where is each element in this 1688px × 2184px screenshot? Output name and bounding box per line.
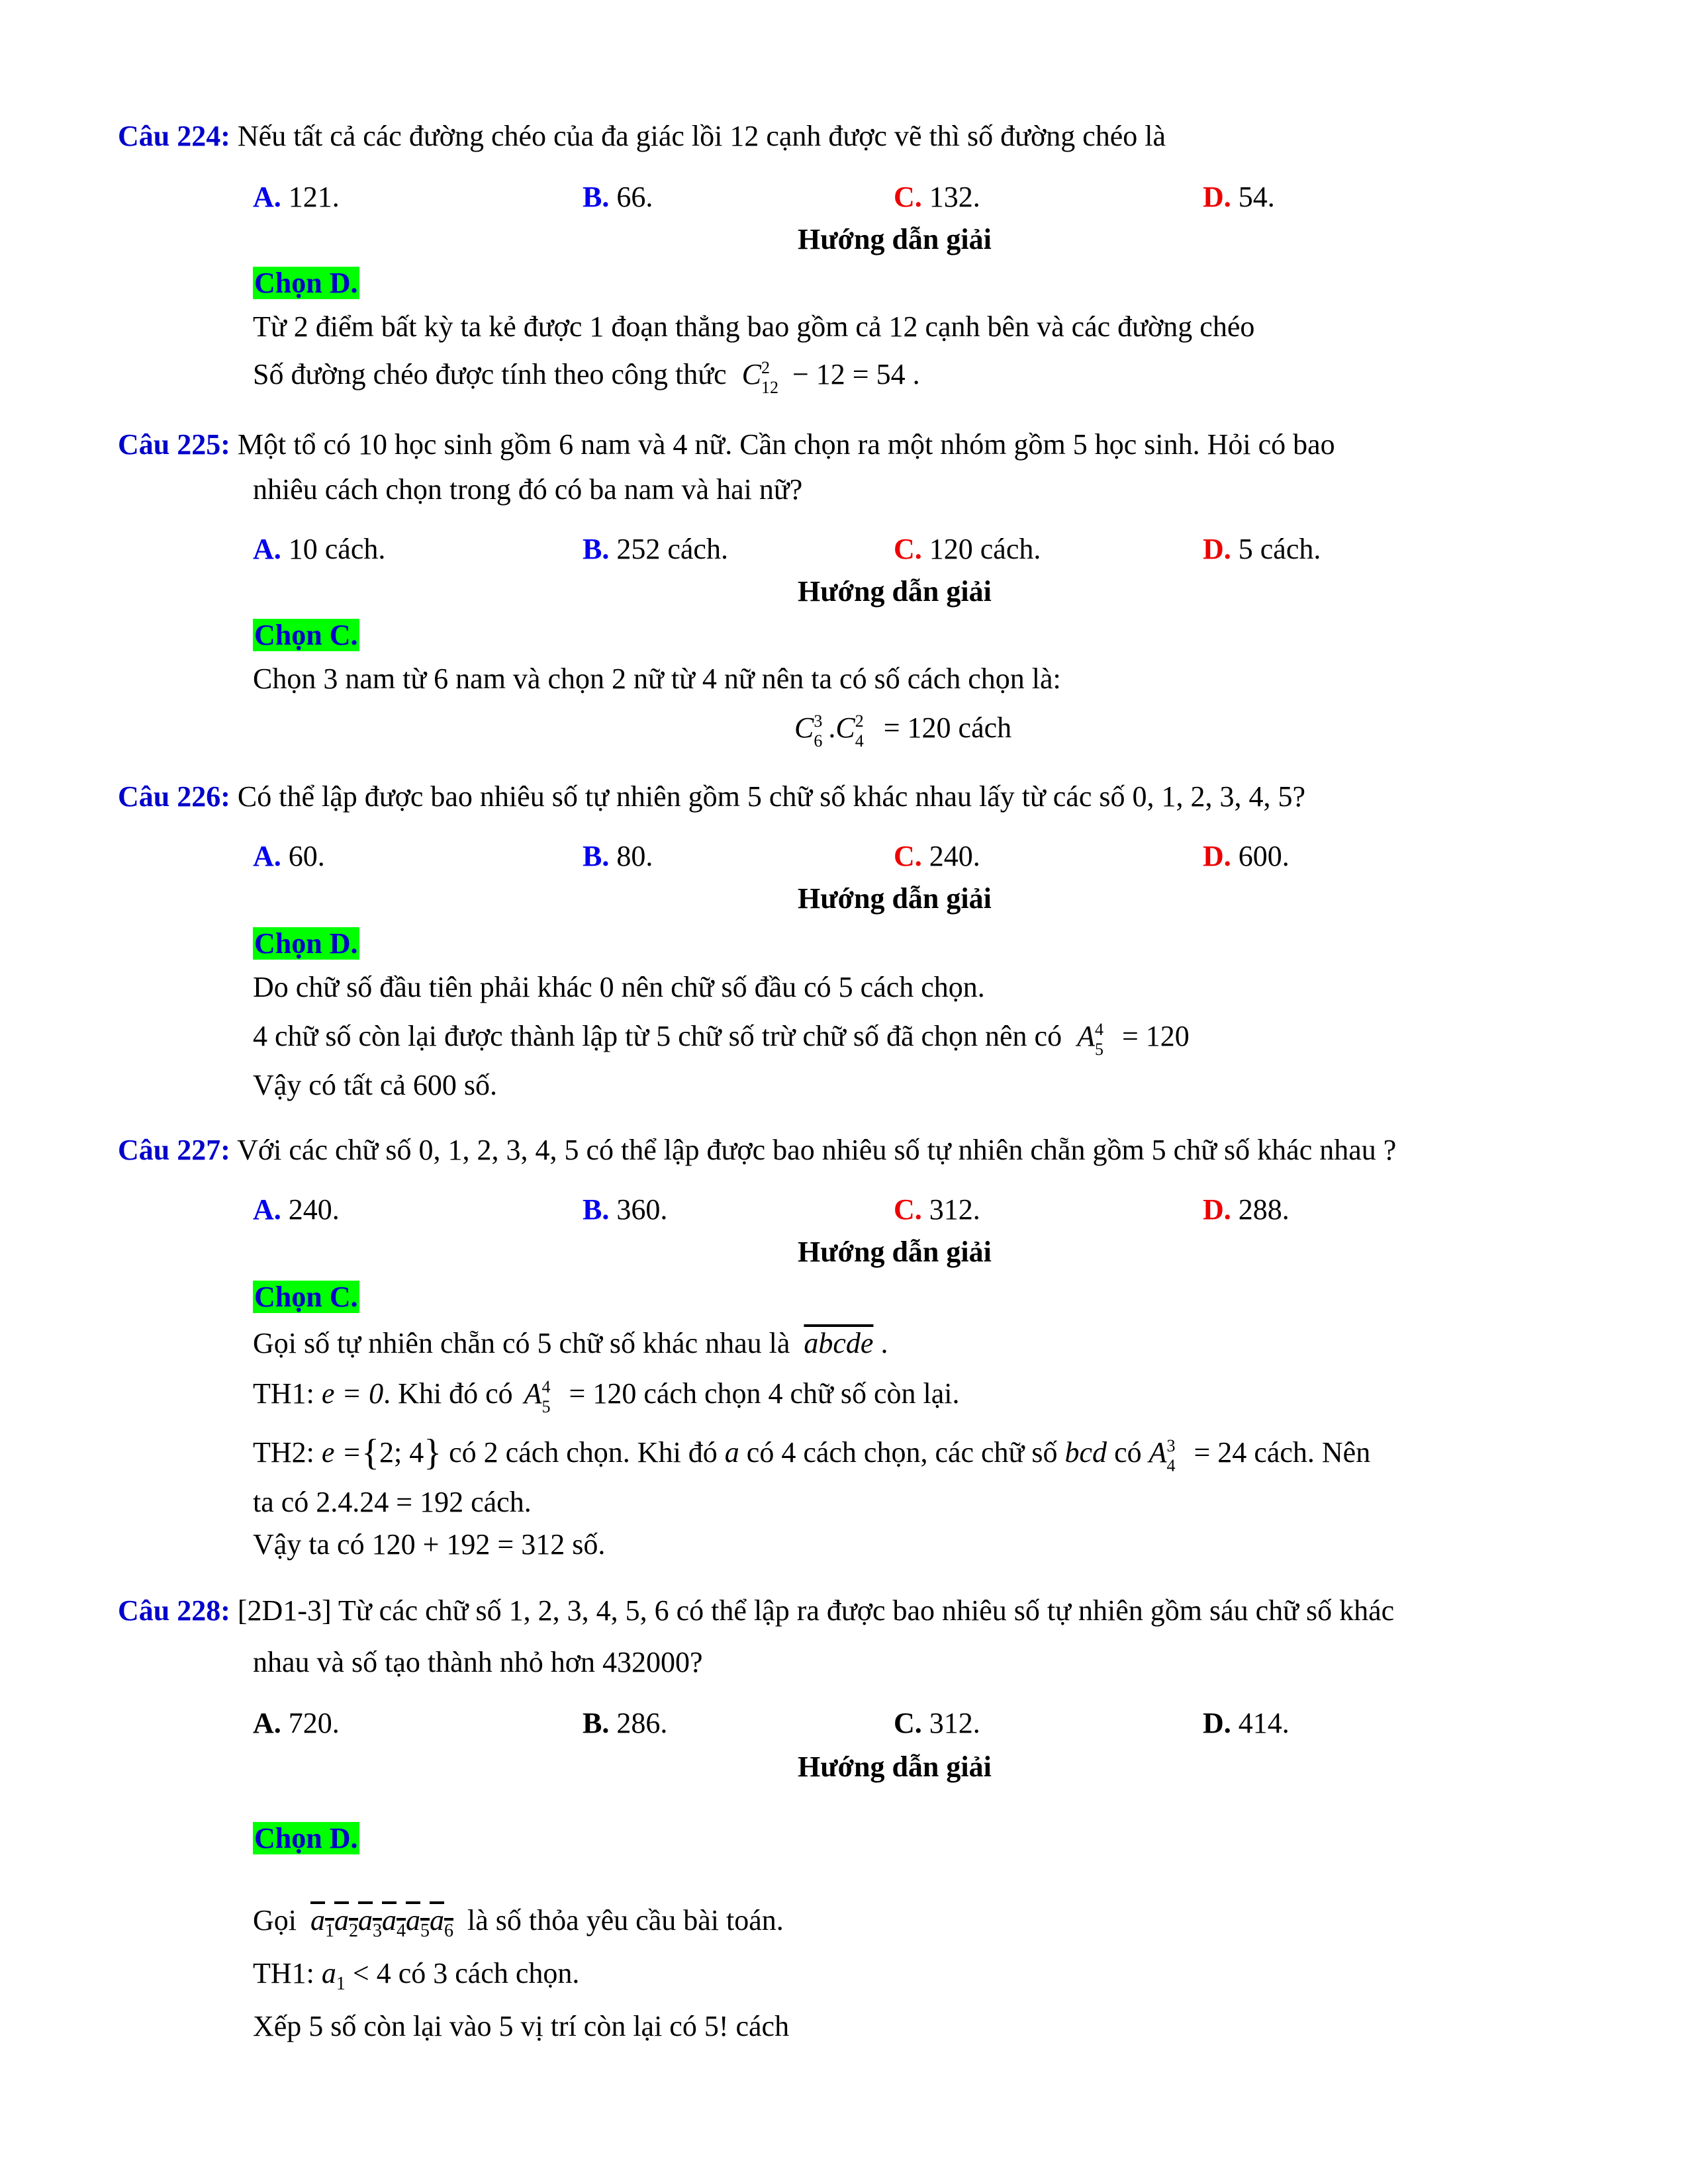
option-value: 600. xyxy=(1238,840,1289,872)
option-value: 288. xyxy=(1238,1193,1289,1226)
text: cách. xyxy=(471,1486,532,1518)
q226-option-b xyxy=(583,838,653,874)
q227-case-1 xyxy=(253,1375,960,1416)
option-value: 286. xyxy=(616,1707,668,1739)
q225-option-c xyxy=(894,531,1041,567)
option-letter: B. xyxy=(583,181,610,213)
q225-option-b xyxy=(583,531,728,567)
equation: e = 0 xyxy=(321,1377,384,1410)
set-values: 2; 4 xyxy=(379,1436,424,1469)
chosen-answer-badge: Chọn C. xyxy=(254,619,358,651)
variable-a: a xyxy=(724,1436,739,1469)
q228-label: Câu 228: xyxy=(118,1594,230,1627)
q227-option-a xyxy=(253,1191,340,1228)
option-letter: B. xyxy=(583,840,610,872)
formula-value: = 120 xyxy=(561,1377,637,1410)
q226-option-a xyxy=(253,838,325,874)
option-value: 60. xyxy=(288,840,325,872)
combination-symbol: C xyxy=(835,711,855,744)
arrangement-symbol: A xyxy=(1149,1436,1167,1469)
option-letter: D. xyxy=(1203,840,1231,872)
option-letter: B. xyxy=(583,1707,610,1739)
option-value: 312. xyxy=(929,1707,980,1739)
text: Số đường chéo được tính theo công thức xyxy=(253,358,727,390)
punctuation: . xyxy=(880,1327,888,1359)
option-letter: A. xyxy=(253,840,281,872)
q225-option-d xyxy=(1203,531,1321,567)
text: ta có xyxy=(253,1486,309,1518)
q224-guide-heading: Hướng dẫn giải xyxy=(798,223,992,255)
q225-option-a xyxy=(253,531,385,567)
brace-close: } xyxy=(424,1432,442,1473)
text: cách. Nên xyxy=(1254,1436,1371,1469)
q228-guide-heading: Hướng dẫn giải xyxy=(798,1751,992,1783)
q224-label: Câu 224: xyxy=(118,120,230,152)
q228-option-c xyxy=(894,1705,980,1741)
brace-open: { xyxy=(361,1432,380,1473)
option-letter: B. xyxy=(583,533,610,565)
q227-case-2 xyxy=(253,1430,1370,1476)
q228-solution-line-1 xyxy=(253,1902,784,1942)
superscript: 2 xyxy=(761,357,770,377)
q226-solution-line-1: Do chữ số đầu tiên phải khác 0 nên chữ số đầu có 5 cách chọn. xyxy=(253,971,985,1003)
q226-answer xyxy=(253,925,359,962)
q228-option-b xyxy=(583,1705,667,1741)
superscript: 3 xyxy=(1166,1435,1176,1455)
formula-rest: − 12 = 54 xyxy=(784,358,906,390)
q224-solution-line-2 xyxy=(253,356,920,397)
q227-option-c xyxy=(894,1191,980,1228)
q228-solution-line-3: Xếp 5 số còn lại vào 5 vị trí còn lại có 5! cách xyxy=(253,2010,790,2042)
q224-option-c xyxy=(894,179,980,215)
q227-answer xyxy=(253,1279,359,1315)
q228-text-2 xyxy=(253,1644,703,1680)
text: số. xyxy=(572,1528,606,1561)
superscript: 4 xyxy=(1094,1019,1103,1039)
q228-digits: 1, 2, 3, 4, 5, 6 xyxy=(508,1594,669,1627)
variable-bcd: bcd xyxy=(1064,1436,1107,1469)
formula-value: 120 + 192 = 312 xyxy=(371,1528,565,1561)
text: . Khi đó có xyxy=(383,1377,513,1410)
q228-case-1 xyxy=(253,1955,579,1995)
case-label: TH2: xyxy=(253,1436,314,1469)
text: là số thỏa yêu cầu bài toán. xyxy=(467,1904,784,1936)
formula-indices xyxy=(855,711,870,751)
text: Vậy ta có xyxy=(253,1528,365,1561)
option-letter: D. xyxy=(1203,533,1231,565)
case-label: TH1: xyxy=(253,1957,314,1989)
subscript: 6 xyxy=(814,731,823,751)
formula-value: = 24 xyxy=(1186,1436,1247,1469)
formula-rest: = 120 xyxy=(1114,1020,1190,1052)
chosen-answer-badge: Chọn D. xyxy=(254,1822,358,1854)
option-value: 414. xyxy=(1238,1707,1289,1739)
option-letter: A. xyxy=(253,181,281,213)
combination-symbol: C xyxy=(741,358,761,390)
superscript: 3 xyxy=(814,711,823,731)
q226-question xyxy=(118,778,1305,815)
option-letter: C. xyxy=(894,1193,922,1226)
q226-label: Câu 226: xyxy=(118,780,230,813)
text: Gọi số tự nhiên chẵn có 5 chữ số khác nhau là xyxy=(253,1327,790,1359)
q225-solution-line-1: Chọn 3 nam từ 6 nam và chọn 2 nữ từ 4 nữ nên ta có số cách chọn là: xyxy=(253,662,1061,695)
dot: . xyxy=(828,711,836,744)
q228-answer xyxy=(253,1820,359,1856)
option-value: 10 cách. xyxy=(288,533,386,565)
chosen-answer-badge: Chọn C. xyxy=(254,1281,358,1313)
arrangement-symbol: A xyxy=(524,1377,542,1410)
text: cách chọn 4 chữ số còn lại. xyxy=(643,1377,960,1410)
subscript: 5 xyxy=(1094,1039,1103,1059)
option-value: 5 cách. xyxy=(1238,533,1321,565)
digit-sequence: $a_1a_2a_3a_4a_5a_6$ xyxy=(310,1904,453,1941)
number-variable: abcde xyxy=(804,1327,874,1359)
superscript: 4 xyxy=(541,1377,551,1396)
q224-option-d xyxy=(1203,179,1275,215)
option-value: 240. xyxy=(929,840,980,872)
option-value: 720. xyxy=(288,1707,340,1739)
subscript: 4 xyxy=(855,731,864,751)
option-value: 54. xyxy=(1238,181,1275,213)
text: có xyxy=(1114,1436,1142,1469)
text: có 2 cách chọn. Khi đó xyxy=(449,1436,718,1469)
option-value: 132. xyxy=(929,181,980,213)
option-letter: A. xyxy=(253,533,281,565)
text: < 4 có 3 cách chọn. xyxy=(352,1957,580,1989)
option-letter: A. xyxy=(253,1193,281,1226)
option-value: 360. xyxy=(616,1193,668,1226)
option-letter: C. xyxy=(894,840,922,872)
formula-rest: = 120 cách xyxy=(876,711,1012,744)
formula-indices xyxy=(761,357,778,397)
option-letter: D. xyxy=(1203,1193,1231,1226)
q225-solution-formula xyxy=(794,709,1012,751)
case-label: TH1: xyxy=(253,1377,314,1410)
q224-solution-line-1: Từ 2 điểm bất kỳ ta kẻ được 1 đoạn thẳng bao gồm cả 12 cạnh bên và các đường chéo xyxy=(253,310,1255,343)
option-value: 66. xyxy=(616,181,653,213)
q225-text-1: Một tổ có 10 học sinh gồm 6 nam và 4 nữ. Cần chọn ra một nhóm gồm 5 học sinh. Hỏi có bao xyxy=(237,428,1335,461)
punctuation: . xyxy=(912,358,920,390)
number: 432000 xyxy=(602,1646,690,1678)
option-letter: B. xyxy=(583,1193,610,1226)
chosen-answer-badge: Chọn D. xyxy=(254,267,358,299)
q228-question xyxy=(118,1592,1394,1629)
option-value: 252 cách. xyxy=(616,533,728,565)
formula-indices xyxy=(1094,1019,1109,1059)
formula-indices xyxy=(814,711,828,751)
option-value: 312. xyxy=(929,1193,980,1226)
superscript: 2 xyxy=(855,711,864,731)
text: 4 chữ số còn lại được thành lập từ 5 chữ số trừ chữ số đã chọn nên có xyxy=(253,1020,1062,1052)
option-letter: D. xyxy=(1203,1707,1231,1739)
subscript: 5 xyxy=(541,1396,551,1416)
q228-option-d xyxy=(1203,1705,1289,1741)
q226-guide-heading: Hướng dẫn giải xyxy=(798,882,992,915)
q228-option-a xyxy=(253,1705,340,1741)
q227-guide-heading: Hướng dẫn giải xyxy=(798,1236,992,1268)
option-letter: C. xyxy=(894,1707,922,1739)
equation: e = xyxy=(321,1436,362,1469)
formula-indices xyxy=(541,1377,557,1416)
text: nhau và số tạo thành nhỏ hơn xyxy=(253,1646,595,1678)
chosen-answer-badge: Chọn D. xyxy=(254,927,358,960)
subscript: 4 xyxy=(1166,1455,1176,1475)
q224-option-b xyxy=(583,179,653,215)
q225-answer xyxy=(253,617,359,653)
q226-solution-line-2 xyxy=(253,1018,1190,1059)
option-value: 240. xyxy=(288,1193,340,1226)
q224-option-a xyxy=(253,179,340,215)
formula-indices xyxy=(1166,1435,1181,1475)
q226-text: Có thể lập được bao nhiêu số tự nhiên gồm 5 chữ số khác nhau lấy từ các số 0, 1, 2, 3, 4, 5? xyxy=(237,780,1306,813)
q228-text-1b: có thể lập ra được bao nhiêu số tự nhiên gồm sáu chữ số khác xyxy=(676,1594,1395,1627)
arrangement-symbol: A xyxy=(1077,1020,1095,1052)
option-letter: A. xyxy=(253,1707,281,1739)
q225-label: Câu 225: xyxy=(118,428,230,461)
q227-label: Câu 227: xyxy=(118,1134,230,1166)
q227-case-2-line-2 xyxy=(253,1484,532,1520)
q225-guide-heading: Hướng dẫn giải xyxy=(798,575,992,608)
q227-text: Với các chữ số 0, 1, 2, 3, 4, 5 có thể lập được bao nhiêu số tự nhiên chẵn gồm 5 chữ số khác nhau ? xyxy=(237,1134,1397,1166)
q224-question xyxy=(118,118,1166,154)
q226-option-c xyxy=(894,838,980,874)
q227-conclusion xyxy=(253,1526,605,1563)
combination-symbol: C xyxy=(794,711,814,744)
option-letter: D. xyxy=(1203,181,1231,213)
q226-solution-line-3: Vậy có tất cả 600 số. xyxy=(253,1069,497,1101)
q227-solution-line-1 xyxy=(253,1325,888,1361)
option-value: 120 cách. xyxy=(929,533,1041,565)
q225-text-2: nhiêu cách chọn trong đó có ba nam và hai nữ? xyxy=(253,473,803,506)
subscript: 12 xyxy=(761,377,778,397)
option-value: 80. xyxy=(616,840,653,872)
q224-answer xyxy=(253,265,359,301)
option-letter: C. xyxy=(894,181,922,213)
variable: $a_1$ xyxy=(321,1957,346,1994)
formula-value: 2.4.24 = 192 xyxy=(316,1486,464,1518)
q225-question xyxy=(118,426,1335,463)
q227-option-d xyxy=(1203,1191,1289,1228)
q224-text: Nếu tất cả các đường chéo của đa giác lồi 12 cạnh được vẽ thì số đường chéo là xyxy=(237,120,1166,152)
text: Gọi xyxy=(253,1904,297,1936)
text: có 4 cách chọn, các chữ số xyxy=(746,1436,1058,1469)
q226-option-d xyxy=(1203,838,1289,874)
q227-question xyxy=(118,1132,1396,1168)
punctuation: ? xyxy=(689,1646,703,1678)
q228-text-1a: [2D1-3] Từ các chữ số xyxy=(237,1594,502,1627)
option-value: 121. xyxy=(288,181,340,213)
q227-option-b xyxy=(583,1191,667,1228)
option-letter: C. xyxy=(894,533,922,565)
